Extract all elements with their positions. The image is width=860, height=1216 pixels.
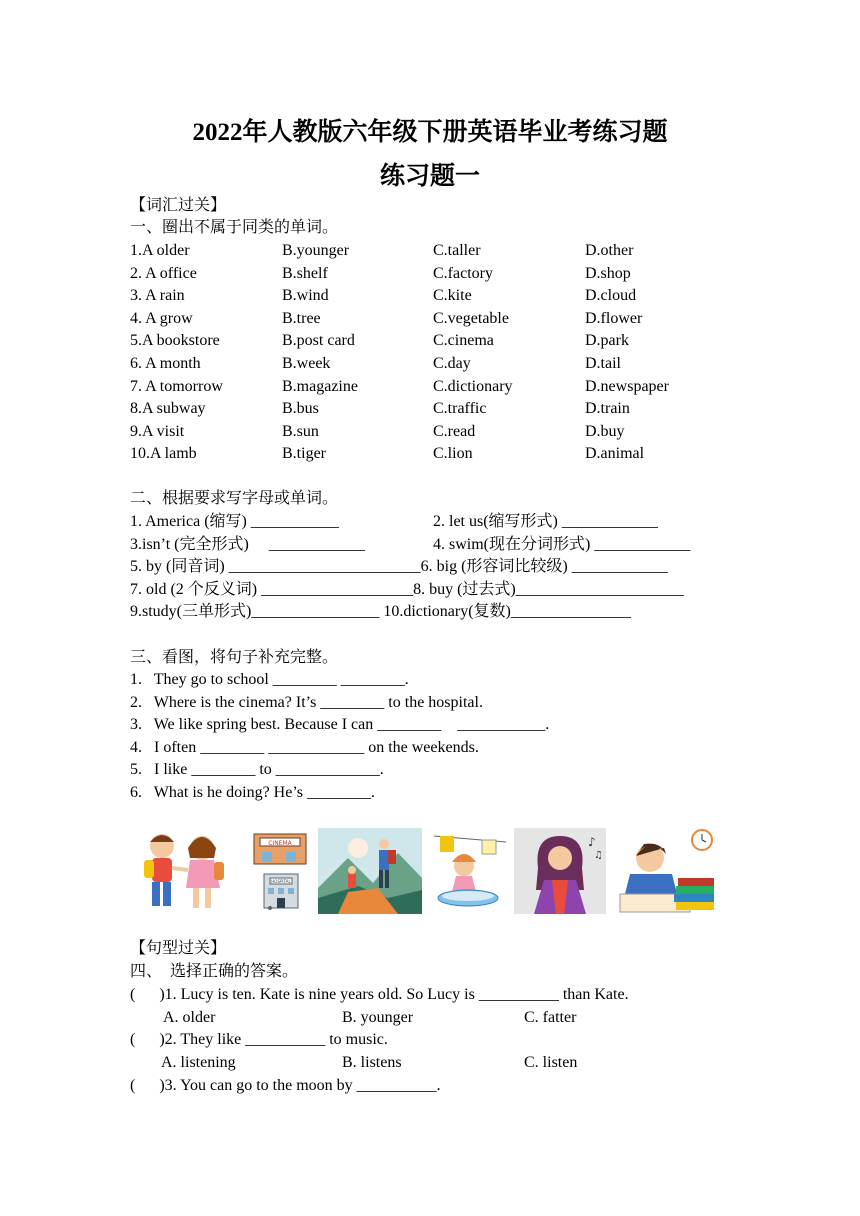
vocab-option: B.tiger	[282, 445, 326, 463]
part3-item: 6. What is he doing? He’s ________.	[130, 784, 376, 801]
vocab-option: B.post card	[282, 332, 355, 350]
vocab-option: D.cloud	[585, 287, 637, 305]
vocab-option: C.cinema	[433, 332, 494, 350]
vocab-option: D.animal	[585, 445, 645, 463]
document-subtitle: 练习题一	[379, 163, 480, 190]
boy-reading-picture	[614, 828, 718, 914]
part3-heading: 三、看图，将句子补充完整。	[130, 649, 339, 666]
vocab-option: B.magazine	[282, 377, 358, 395]
question-2: ( )2. They like __________ to music.	[130, 1031, 388, 1048]
vocab-option: B.bus	[282, 400, 319, 418]
vocab-option: D.park	[585, 332, 629, 350]
part2-item: 5. by (同音词) ________________________6. big (形容词比较级) ____________	[130, 558, 668, 575]
q2-option-a: A. listening	[161, 1054, 236, 1071]
q1-option-a: A. older	[163, 1009, 216, 1026]
vocab-option: D.tail	[585, 355, 621, 372]
vocab-option: 1.A older	[130, 242, 190, 259]
vocab-option: 2. A office	[130, 264, 197, 282]
q1-option-b: B. younger	[342, 1009, 414, 1026]
vocab-option: D.shop	[585, 264, 631, 282]
vocab-option: C.traffic	[433, 400, 487, 418]
vocab-option: 4. A grow	[130, 309, 193, 327]
vocab-option: 9.A visit	[130, 422, 185, 440]
question-3: ( )3. You can go to the moon by __________.	[130, 1077, 441, 1094]
washing-clothes-picture	[430, 828, 510, 914]
kids-walking-picture	[130, 828, 234, 914]
q2-option-c: C. listen	[524, 1054, 578, 1071]
part3-item: 5. I like ________ to _____________.	[130, 761, 384, 778]
vocab-option: D.flower	[585, 309, 643, 327]
part2-item: 2. let us(缩写形式) ____________	[433, 513, 658, 530]
vocab-option: B.wind	[282, 287, 329, 305]
hospital-sign: HOSPITAL	[271, 879, 291, 884]
vocab-option: B.sun	[282, 422, 319, 440]
vocab-option: C.lion	[433, 445, 473, 463]
vocab-option: B.shelf	[282, 264, 328, 282]
vocab-option: 8.A subway	[130, 400, 206, 418]
vocab-option: 3. A rain	[130, 287, 185, 305]
part2-heading: 二、根据要求写字母或单词。	[130, 490, 339, 507]
part2-item: 1. America (缩写) ___________	[130, 513, 339, 530]
listening-music-picture	[514, 828, 606, 914]
vocab-option: D.other	[585, 242, 634, 259]
svg-text:♪: ♪	[588, 835, 596, 849]
vocab-option: C.kite	[433, 287, 472, 305]
vocab-option: 7. A tomorrow	[130, 377, 223, 395]
svg-text:♫: ♫	[594, 850, 603, 861]
section-label-vocab: 【词汇过关】	[130, 197, 227, 214]
section-label-sentence: 【句型过关】	[130, 940, 227, 957]
part3-item: 4. I often ________ ____________ on the weekends.	[130, 739, 479, 756]
vocab-option: B.tree	[282, 309, 321, 327]
vocab-option: C.read	[433, 422, 476, 440]
vocab-option: D.train	[585, 400, 630, 418]
hiking-picture	[318, 828, 422, 914]
vocab-option: 6. A month	[130, 355, 201, 372]
vocab-option: B.younger	[282, 242, 350, 259]
vocab-option: C.day	[433, 355, 471, 372]
vocab-option: D.buy	[585, 422, 625, 440]
q2-option-b: B. listens	[342, 1054, 402, 1071]
part2-item: 9.study(三单形式)________________ 10.dictionary(复数)_______________	[130, 603, 631, 620]
vocab-option: C.vegetable	[433, 309, 509, 327]
document-title: 2022年人教版六年级下册英语毕业考练习题	[192, 119, 668, 146]
vocab-option: C.factory	[433, 264, 493, 282]
vocab-option: D.newspaper	[585, 377, 669, 395]
q1-option-c: C. fatter	[524, 1009, 577, 1026]
question-1: ( )1. Lucy is ten. Kate is nine years old. So Lucy is __________ than Kate.	[130, 986, 629, 1003]
vocab-option: 5.A bookstore	[130, 332, 220, 350]
vocab-option: C.taller	[433, 242, 481, 259]
part2-item: 3.isn’t (完全形式) ____________	[130, 536, 365, 553]
vocab-option: C.dictionary	[433, 377, 513, 395]
vocab-option: B.week	[282, 355, 331, 372]
part2-item: 4. swim(现在分词形式) ____________	[433, 536, 691, 553]
part3-item: 1. They go to school ________ ________.	[130, 671, 409, 688]
cinema-hospital-picture	[248, 828, 310, 914]
part3-item: 2. Where is the cinema? It’s ________ to the hospital.	[130, 694, 483, 711]
part4-heading: 四、 选择正确的答案。	[130, 963, 299, 980]
part2-item: 7. old (2 个反义词) ___________________8. buy (过去式)_____________________	[130, 581, 684, 598]
part1-heading: 一、圈出不属于同类的单词。	[130, 219, 339, 236]
part3-item: 3. We like spring best. Because I can ________ ___________.	[130, 716, 550, 733]
vocab-option: 10.A lamb	[130, 445, 197, 463]
cinema-sign: CINEMA	[268, 840, 292, 847]
